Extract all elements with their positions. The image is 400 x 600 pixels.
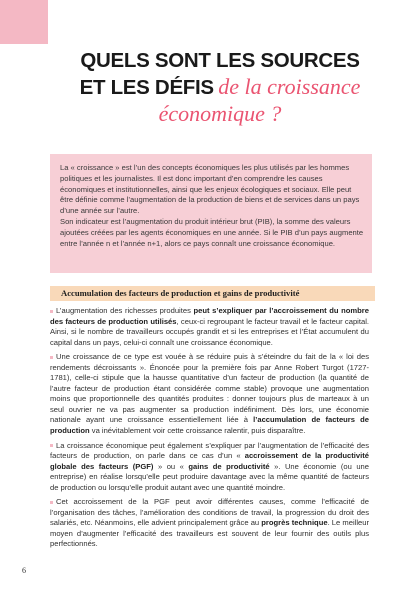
title-line-1: QUELS SONT LES SOURCES [80,49,360,72]
text-run: Une croissance de ce type est vouée à se réduire puis à s’éteindre du fait de la « loi des rendements décroissants ». Énoncée pour la première fois par Anne Robert Turgot (1727-1781), celle-ci stipule que la hausse quantitative d’un facteur de production (la quantité de l’autre facteur de production étant considérée comme stable) provoque une augmentation moins que proportionnelle des quantités produites : donner toujours plus de marteaux à un seul ouvrier ne va pas augmenter sa production indéfiniment. Dès lors, une économie nationale ayant une croissance essentiellement liée à [50,352,369,425]
text-run: va inévitablement voir cette croissance ralentir, puis disparaître. [89,426,306,436]
intro-paragraph-1: La « croissance » est l’un des concepts économiques les plus utilisés par les hommes politiques et les journalistes. Il est donc important d’en comprendre les causes économiques et institutionnelles, ainsi que les enjeux écologiques et sociaux. Elle peut être définie comme l’augmentation de la production de biens et de services dans un pays d’une année sur l’autre. [60,163,360,216]
title-line-2-italic: de la croissance [218,74,361,99]
intro-box [50,154,372,273]
bold-run: l’accumulation de facteurs de production [50,415,369,436]
bullet-icon [50,310,53,313]
bold-run: gains de productivité [188,461,270,471]
bold-run: accroissement de la productivité globale des facteurs (PGF) [50,451,369,471]
title-line-3-italic: économique ? [158,101,282,126]
page-number: 6 [22,566,26,575]
body-paragraph-4 [50,497,369,550]
text-run: ». Une économie (ou une entreprise) en réalise lorsqu’elle peut produire davantage avec la même quantité de facteurs de production ou lorsqu’elle produit autant avec une quantité moindre. [50,461,369,492]
body-content [50,306,369,554]
bullet-icon [50,356,53,359]
text-run: , ceux-ci regroupant le facteur travail et le facteur capital. Ainsi, si le nombre de travailleurs occupés grandit et si les entreprises et l’État accumulent du capital dans un pays, celui-ci connaît une croissance économique. [50,316,369,347]
text-run: La croissance économique peut également s’expliquer par l’augmentation de l’efficacité des facteurs de production, on parle dans ce cas d’un « [50,440,369,461]
bullet-icon [50,444,53,447]
body-paragraph-2 [50,352,369,436]
intro-paragraph-2: Son indicateur est l’augmentation du produit intérieur brut (PIB), la somme des valeurs ajoutées créées par les agents économiques en une année. Si le PIB d’un pays augmente entre l’année n et l’année n+1, alors ce pays connaît une croissance économique. [60,216,364,248]
body-paragraph-3 [50,441,369,494]
bold-run: progrès technique [261,518,328,528]
text-run: . Le meilleur moyen d’augmenter l’efficacité des travailleurs est souvent de leur fournir des outils plus perfectionnés. [50,518,369,549]
corner-accent [0,0,48,44]
title-line-2-bold: ET LES DÉFIS [79,76,214,99]
section-heading [50,286,375,301]
bullet-icon [50,501,53,504]
text-run: » ou « [153,461,189,471]
text-run: L’augmentation des richesses produites [56,306,194,315]
bold-run: peut s’expliquer par l’accroissement du nombre des facteurs de production utilisés [50,306,369,326]
body-paragraph-1 [50,306,369,348]
page-title [60,49,380,129]
section-heading-text: Accumulation des facteurs de production et gains de productivité [61,288,300,298]
text-run: Cet accroissement de la PGF peut avoir différentes causes, comme l’efficacité de l’organisation des tâches, l’amélioration des conditions de travail, la progression du droit des salariés, etc. Néanmoins, elle advient principalement grâce au [50,497,369,528]
